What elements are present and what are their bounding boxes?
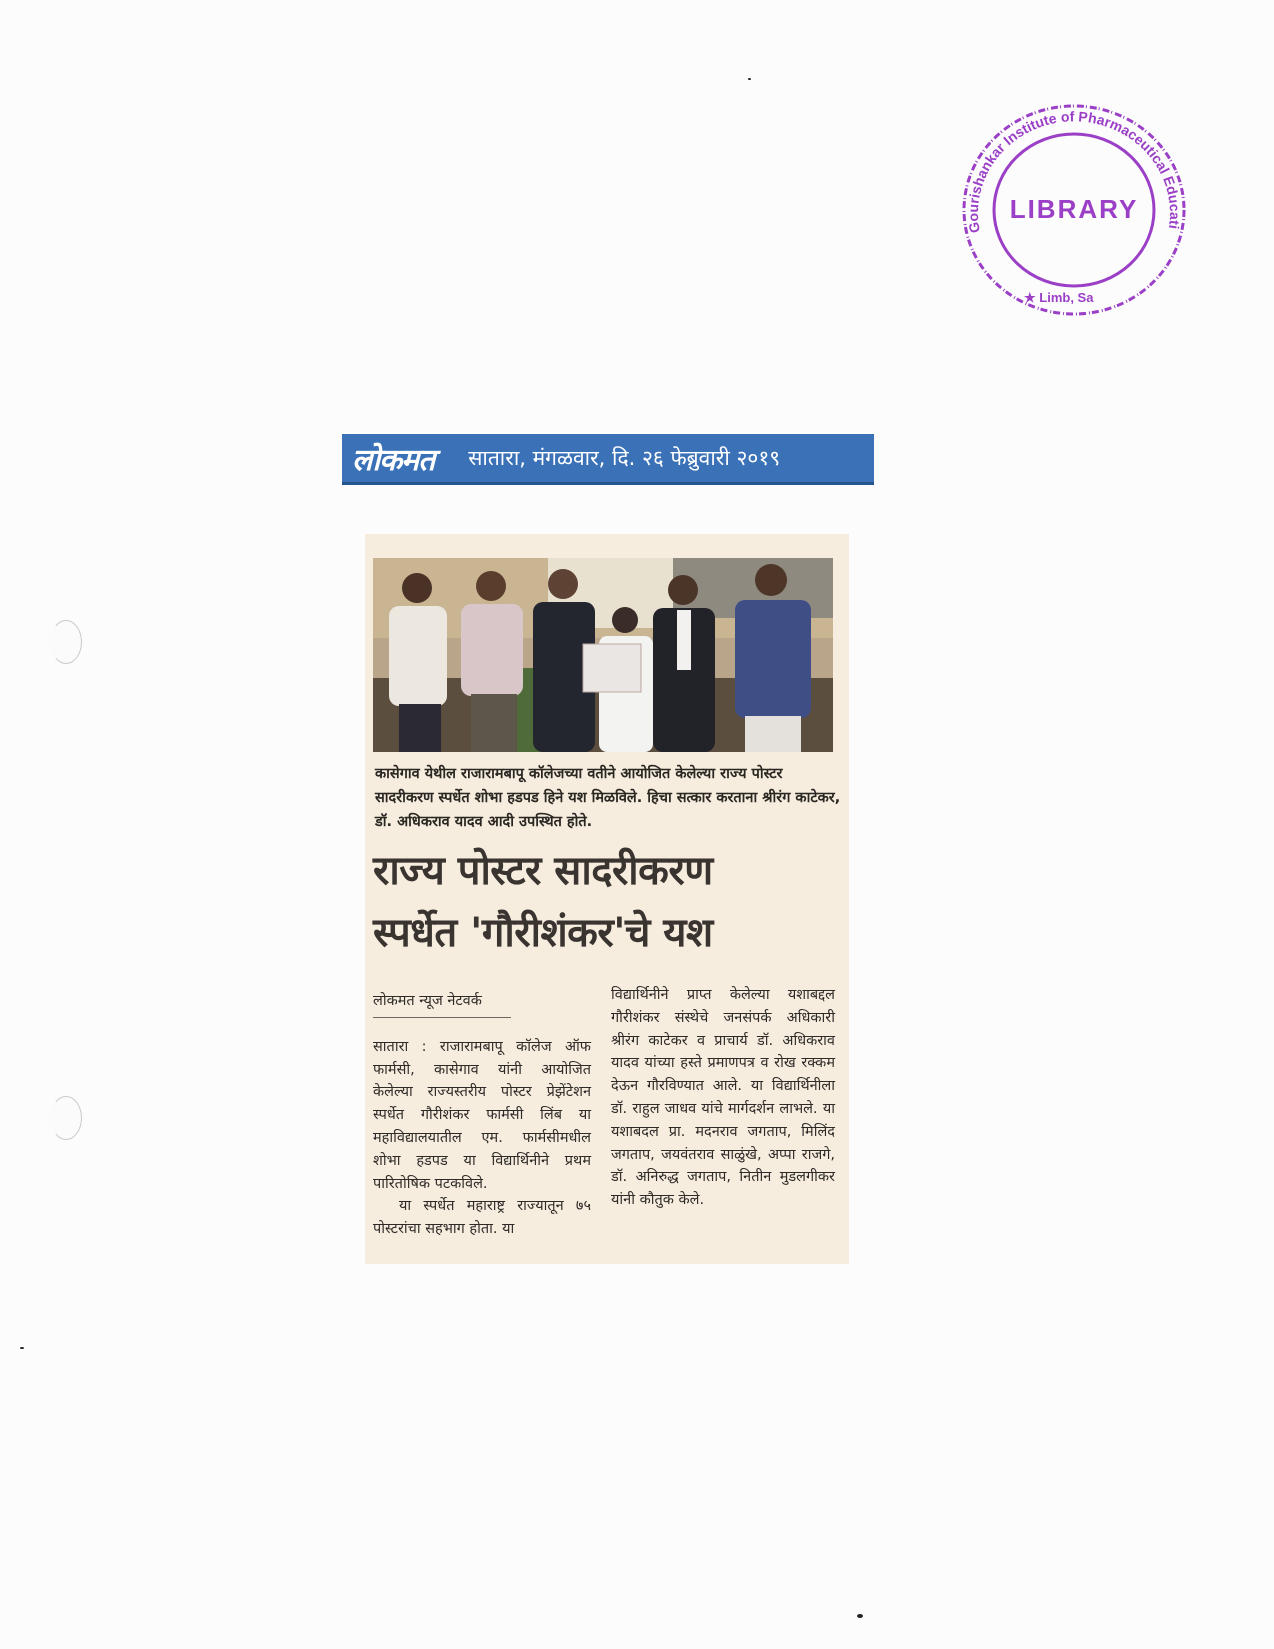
scan-speck [748, 78, 751, 80]
svg-text:Gourishankar Institute of Phar: Gourishankar Institute of Pharmaceutical Educati [964, 108, 1184, 235]
news-photo [373, 558, 833, 752]
punch-hole-top [50, 620, 82, 664]
stamp-label: LIBRARY [1009, 194, 1139, 224]
news-clipping [365, 534, 849, 1264]
article-column-right [611, 984, 835, 1212]
article-headline [373, 840, 843, 964]
byline: लोकमत न्यूज नेटवर्क [373, 990, 511, 1018]
photo-caption: कासेगाव येथील राजारामबापू कॉलेजच्या वतीने आयोजित केलेल्या राज्य पोस्टर सादरीकरण स्पर्धेत शोभा हडपड हिने यश मिळविले. हिचा सत्कार करताना श्रीरंग काटेकर, डॉ. अधिकराव यादव आदी उपस्थित होते. [375, 766, 841, 830]
article-column-left [373, 990, 591, 1241]
headline-line-1: राज्य पोस्टर सादरीकरण [373, 847, 713, 894]
newspaper-masthead [342, 434, 874, 485]
scan-speck [857, 1614, 863, 1618]
article-paragraph-1: सातारा : राजारामबापू कॉलेज ऑफ फार्मसी, कासेगाव यांनी आयोजित केलेल्या राज्यस्तरीय पोस्टर प्रेझेंटेशन स्पर्धेत गौरीशंकर फार्मसी लिंब या महाविद्यालयातील एम. फार्मसीमधील शोभा हडपड या विद्यार्थिनीने प्रथम पारितोषिक पटकविले. [373, 1038, 591, 1192]
punch-hole-bottom [50, 1096, 82, 1140]
headline-line-2: स्पर्धेत 'गौरीशंकर'चे यश [373, 909, 713, 956]
article-paragraph-3: विद्यार्थिनीने प्राप्त केलेल्या यशाबद्दल गौरीशंकर संस्थेचे जनसंपर्क अधिकारी श्रीरंग काटेकर व प्राचार्य डॉ. अधिकराव यादव यांच्या हस्ते प्रमाणपत्र व रोख रक्कम देऊन गौरविण्यात आले. या विद्यार्थिनीला डॉ. राहुल जाधव यांचे मार्गदर्शन लाभले. या यशाबदल प्रा. मदनराव जगताप, मिलिंद जगताप, जयवंतराव साळुंखे, अप्पा राजगे, डॉ. अनिरुद्ध जगताप, नितीन मुडलगीकर यांनी कौतुक केले. [611, 987, 835, 1209]
article-paragraph-2: या स्पर्धेत महाराष्ट्र राज्यातून ७५ पोस्टरांचा सहभाग होता. या [373, 1198, 591, 1238]
dateline: सातारा, मंगळवार, दि. २६ फेब्रुवारी २०१९ [468, 446, 781, 470]
newspaper-logo: लोकमत [352, 442, 435, 478]
svg-text:★ Limb, Sa: ★ Limb, Sa [1024, 290, 1094, 305]
library-stamp [958, 102, 1190, 326]
scan-speck [20, 1347, 24, 1349]
